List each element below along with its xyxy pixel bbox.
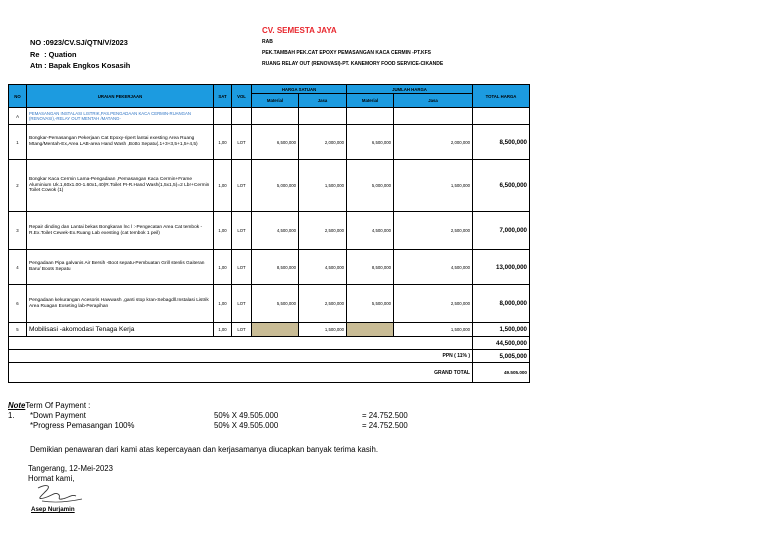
row-jh-jasa: 1,500,000 [394, 160, 473, 212]
signature-scribble [32, 482, 92, 506]
header-total-harga: TOTAL HARGA [473, 85, 530, 108]
subtotal-value: 44,500,000 [473, 337, 530, 350]
row-hs-jasa: 2,500,000 [299, 212, 347, 250]
row-hs-material: 6,500,000 [252, 125, 299, 160]
row-hs-jasa: 1,500,000 [299, 160, 347, 212]
table-row [9, 160, 530, 212]
row-sat: 1,00 [214, 160, 232, 212]
row-hs-jasa: 1,500,000 [299, 323, 347, 337]
ppn-row [9, 350, 530, 363]
down-payment-calc: 50% X 49.505.000 [214, 411, 279, 420]
progress-calc: 50% X 49.505.000 [214, 421, 279, 430]
row-desc: Repair dinding dan Lantai bekas Bongkaran lnc l :-Pengecatan Area Cat tembok -R.Ex.Toilet Cewek-Ex.Ruang Lab exesting (cat tembok 1 peil) [27, 212, 214, 250]
progress-label: *Progress Pemasangan 100% [30, 421, 135, 430]
row-jh-material: 5,000,000 [347, 160, 394, 212]
row-vol: LOT [232, 212, 252, 250]
company-name: CV. SEMESTA JAYA [262, 26, 337, 35]
row-jh-jasa: 2,500,000 [394, 212, 473, 250]
row-desc: Bongkar-Pemasangan Pekerjaan Cat Epoxy-ripert lantai exesting Area Ruang Mtang/Mentah-Ex,Area LAB-area Hand Wash ,Botto Sepatu(.1+3+3,5+1,5+4,5) [27, 125, 214, 160]
row-jh-jasa: 4,500,000 [394, 250, 473, 285]
row-jh-material: 4,500,000 [347, 212, 394, 250]
row-vol: LOT [232, 125, 252, 160]
row-total: 6,500,000 [473, 160, 530, 212]
row-total: 13,000,000 [473, 250, 530, 285]
atn-value: : Bapak Engkos Kosasih [44, 61, 131, 70]
header-no: NO [9, 85, 27, 108]
row-desc: Pengadaan Pipa galvanis Air Bersih -Boot sepatu-Pembuatan Grill stenlis Gaiteran Baru/ Boots Sepatu [27, 250, 214, 285]
row-total: 7,000,000 [473, 212, 530, 250]
row-jh-material: 8,500,000 [347, 250, 394, 285]
row-hs-material: 5,000,000 [252, 160, 299, 212]
re-label: Re [30, 50, 40, 59]
table-row [9, 125, 530, 160]
row-desc: Bongkar Kaca Cermin Lama-Pengadaan ,Pemasangan Kaca Cermin+Frame Aluminium Uk.1,60x1.00-1.60x1,40(R.Toilet PI-R.Hand Wash(1,5x1,5)=2 Lbr+Cermin Toilet Cowok (1) [27, 160, 214, 212]
row-desc: Mobilisasi -akomodasi Tenaga Kerja [27, 323, 214, 337]
atn-label: Atn [30, 61, 43, 70]
header-harga-satuan: HARGA SATUAN [252, 85, 347, 94]
header-jh-material: Material [347, 94, 394, 108]
doc-type: RAB [262, 39, 273, 45]
row-desc: Pengadaan kekurangan Acesoris Hawwash ,ganti stop kran-Sebagdll.Instalasi Listrik Area Ruagan Exseting lab-Perapihan [27, 285, 214, 323]
header-hs-material: Material [252, 94, 299, 108]
header-jumlah-harga: JUMLAH HARGA [347, 85, 473, 94]
row-no: 1 [9, 125, 27, 160]
row-vol: LOT [232, 285, 252, 323]
re-line [30, 50, 77, 59]
row-hs-jasa: 2,000,000 [299, 125, 347, 160]
subtotal-row [9, 337, 530, 350]
row-vol: LOT [232, 250, 252, 285]
ppn-value: 5,005,000 [473, 350, 530, 363]
row-hs-material [252, 323, 299, 337]
table-row [9, 285, 530, 323]
row-hs-material: 5,500,000 [252, 285, 299, 323]
re-value: : Quation [44, 50, 77, 59]
row-no: 3 [9, 212, 27, 250]
down-payment-label: *Down Payment [30, 411, 86, 420]
row-total: 8,500,000 [473, 125, 530, 160]
row-jh-material: 6,500,000 [347, 125, 394, 160]
signer-name: Asep Nurjamin [31, 506, 75, 513]
header-jh-jasa: Jasa [394, 94, 473, 108]
row-jh-jasa: 2,000,000 [394, 125, 473, 160]
row-hs-jasa: 2,500,000 [299, 285, 347, 323]
row-sat: 1,00 [214, 285, 232, 323]
progress-result: = 24.752.500 [362, 421, 408, 430]
table-row [9, 212, 530, 250]
row-sat: 1,00 [214, 212, 232, 250]
rab-table [8, 84, 530, 383]
section-row [9, 108, 530, 125]
row-no: 6 [9, 285, 27, 323]
project-line-1: PEK.TAMBAH PEK.CAT EPOXY PEMASANGAN KACA CERMIN -PT.KFS [262, 50, 431, 56]
table-row [9, 323, 530, 337]
atn-line [30, 61, 130, 70]
quote-number: NO :0923/CV.SJ/QTN/V/2023 [30, 38, 128, 47]
row-vol: LOT [232, 160, 252, 212]
note-word: Note [8, 401, 26, 410]
row-no: 5 [9, 323, 27, 337]
grand-total-label: GRAND TOTAL [9, 363, 473, 383]
row-hs-material: 4,500,000 [252, 212, 299, 250]
payment-item-no: 1. [8, 411, 15, 420]
row-jh-material: 5,500,000 [347, 285, 394, 323]
closing-text: Demikian penawaran dari kami atas kepercayaan dan kerjasamanya diucapkan banyak terima kasih. [30, 445, 379, 454]
row-no: 2 [9, 160, 27, 212]
row-hs-material: 8,500,000 [252, 250, 299, 285]
grand-total-value: 49.505.000 [473, 363, 530, 383]
row-no: 4 [9, 250, 27, 285]
row-jh-jasa: 2,500,000 [394, 285, 473, 323]
project-line-2: RUANG RELAY OUT (RENOVASI)-PT. KANEMORY FOOD SERVICE-CIKANDE [262, 61, 444, 67]
header-vol: VOL [232, 85, 252, 108]
place-date: Tangerang, 12-Mei-2023 [28, 464, 113, 473]
note-line [8, 401, 90, 410]
header-uraian: URAIAN PEKERJAAN [27, 85, 214, 108]
row-jh-material [347, 323, 394, 337]
table-row [9, 250, 530, 285]
row-total: 8,000,000 [473, 285, 530, 323]
row-total: 1,500,000 [473, 323, 530, 337]
row-sat: 1,00 [214, 323, 232, 337]
down-payment-result: = 24.752.500 [362, 411, 408, 420]
header-sat: SAT [214, 85, 232, 108]
row-vol: LOT [232, 323, 252, 337]
row-sat: 1,00 [214, 250, 232, 285]
note-text: Term Of Payment : [25, 401, 91, 410]
row-jh-jasa: 1,500,000 [394, 323, 473, 337]
section-no: A [9, 108, 27, 125]
ppn-label: PPN ( 11% ) [9, 350, 473, 363]
header-hs-jasa: Jasa [299, 94, 347, 108]
section-title: PEMASANGAN INSTALASI LISTRIK,PAS.PENGADAAN KACA CERMIN-RUANGAN (RENOVASI),-RELAY OUT MENTAH /MATANG- [27, 108, 214, 125]
row-sat: 1,00 [214, 125, 232, 160]
row-hs-jasa: 4,500,000 [299, 250, 347, 285]
grand-total-row [9, 363, 530, 383]
regards: Hormat kami, [28, 474, 75, 483]
